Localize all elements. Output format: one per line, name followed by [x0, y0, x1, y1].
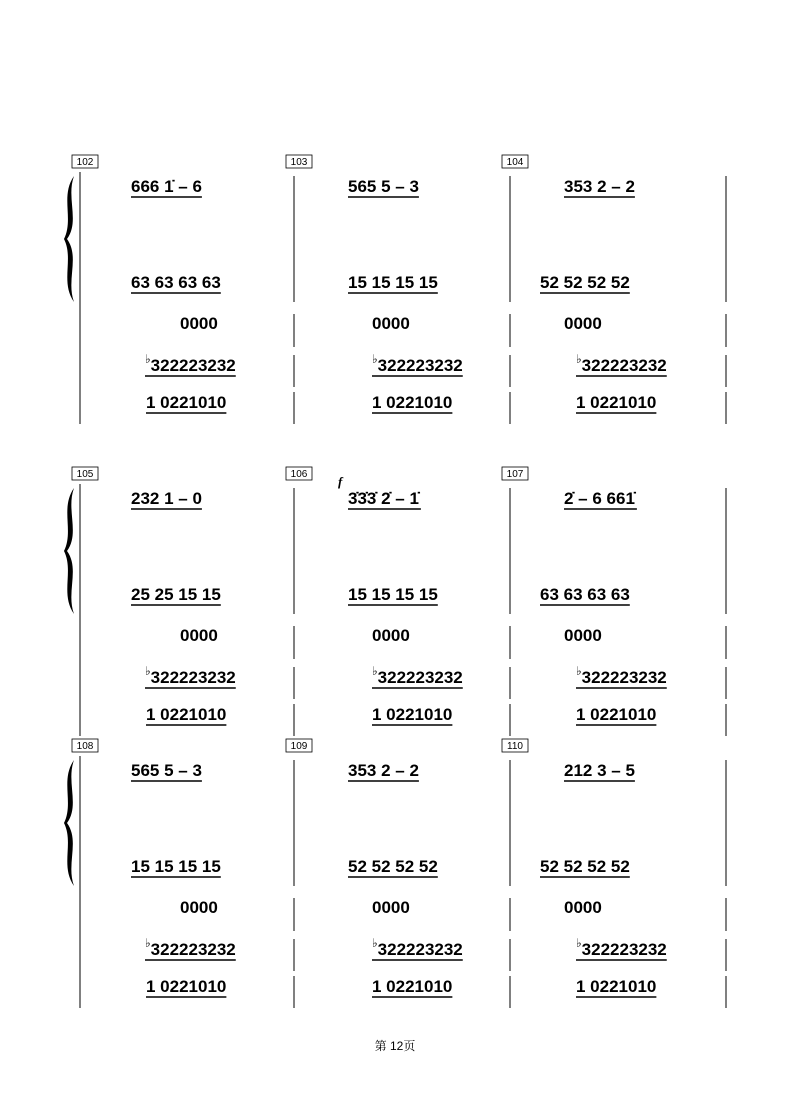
notation-melody: 212 3 – 5 [564, 761, 635, 780]
notation-rest: 0000 [372, 626, 410, 645]
notation-middle: ♭322223232 [145, 664, 236, 687]
notation-middle: ♭322223232 [372, 352, 463, 375]
notation-melody: 3̇3̇3̇ 2̇ – 1̇ [348, 489, 419, 508]
notation-accomp: 63 63 63 63 [131, 273, 221, 292]
notation-melody: 353 2 – 2 [564, 177, 635, 196]
notation-melody: 565 5 – 3 [348, 177, 419, 196]
notation-rest: 0000 [372, 314, 410, 333]
notation-melody: 565 5 – 3 [131, 761, 202, 780]
notation-melody: 2̇ – 6 661̇ [564, 489, 635, 508]
measure-110 [502, 739, 667, 997]
measure-105 [72, 467, 236, 725]
notation-middle: ♭322223232 [372, 936, 463, 959]
notation-rest: 0000 [372, 898, 410, 917]
notation-accomp: 15 15 15 15 [348, 585, 438, 604]
dynamic-marking: f [338, 474, 343, 489]
page-footer: 第 12页 [374, 1039, 416, 1053]
system-1 [64, 155, 726, 424]
notation-rest: 0000 [180, 626, 218, 645]
notation-accomp: 63 63 63 63 [540, 585, 630, 604]
notation-middle: ♭322223232 [576, 936, 667, 959]
measure-number: 110 [507, 741, 523, 752]
system-brace [64, 176, 74, 302]
measure-number: 105 [76, 469, 94, 480]
notation-bass: 1 0221010 [576, 393, 657, 412]
measure-109 [286, 739, 463, 997]
notation-middle: ♭322223232 [576, 664, 667, 687]
notation-rest: 0000 [564, 314, 602, 333]
measure-number: 102 [76, 157, 94, 168]
system-2 [64, 467, 726, 736]
notation-accomp: 15 15 15 15 [131, 857, 221, 876]
measure-106 [286, 467, 463, 725]
notation-bass: 1 0221010 [576, 705, 657, 724]
measure-number: 107 [506, 469, 524, 480]
measure-103 [286, 155, 463, 413]
notation-accomp: 52 52 52 52 [540, 273, 630, 292]
measure-107 [502, 467, 667, 725]
notation-middle: ♭322223232 [145, 352, 236, 375]
notation-bass: 1 0221010 [576, 977, 657, 996]
system-brace [64, 760, 74, 886]
measure-102 [72, 155, 236, 413]
notation-bass: 1 0221010 [372, 977, 453, 996]
notation-bass: 1 0221010 [372, 705, 453, 724]
notation-melody: 353 2 – 2 [348, 761, 419, 780]
systems-layer [64, 155, 726, 1008]
measure-104 [502, 155, 667, 413]
notation-accomp: 52 52 52 52 [540, 857, 630, 876]
measure-number: 103 [290, 157, 308, 168]
measure-108 [72, 739, 236, 997]
notation-accomp: 15 15 15 15 [348, 273, 438, 292]
notation-middle: ♭322223232 [576, 352, 667, 375]
measure-number: 108 [76, 741, 94, 752]
notation-bass: 1 0221010 [372, 393, 453, 412]
notation-accomp: 52 52 52 52 [348, 857, 438, 876]
notation-rest: 0000 [564, 898, 602, 917]
notation-melody: 666 1̇ – 6 [131, 177, 202, 196]
system-3 [64, 739, 726, 1008]
measure-number: 106 [290, 469, 308, 480]
notation-middle: ♭322223232 [145, 936, 236, 959]
notation-bass: 1 0221010 [146, 393, 227, 412]
notation-accomp: 25 25 15 15 [131, 585, 221, 604]
measure-number: 109 [290, 741, 308, 752]
notation-rest: 0000 [180, 314, 218, 333]
notation-bass: 1 0221010 [146, 977, 227, 996]
notation-rest: 0000 [564, 626, 602, 645]
notation-melody: 232 1 – 0 [131, 489, 202, 508]
notation-rest: 0000 [180, 898, 218, 917]
notation-middle: ♭322223232 [372, 664, 463, 687]
notation-bass: 1 0221010 [146, 705, 227, 724]
measure-number: 104 [506, 157, 524, 168]
system-brace [64, 488, 74, 614]
